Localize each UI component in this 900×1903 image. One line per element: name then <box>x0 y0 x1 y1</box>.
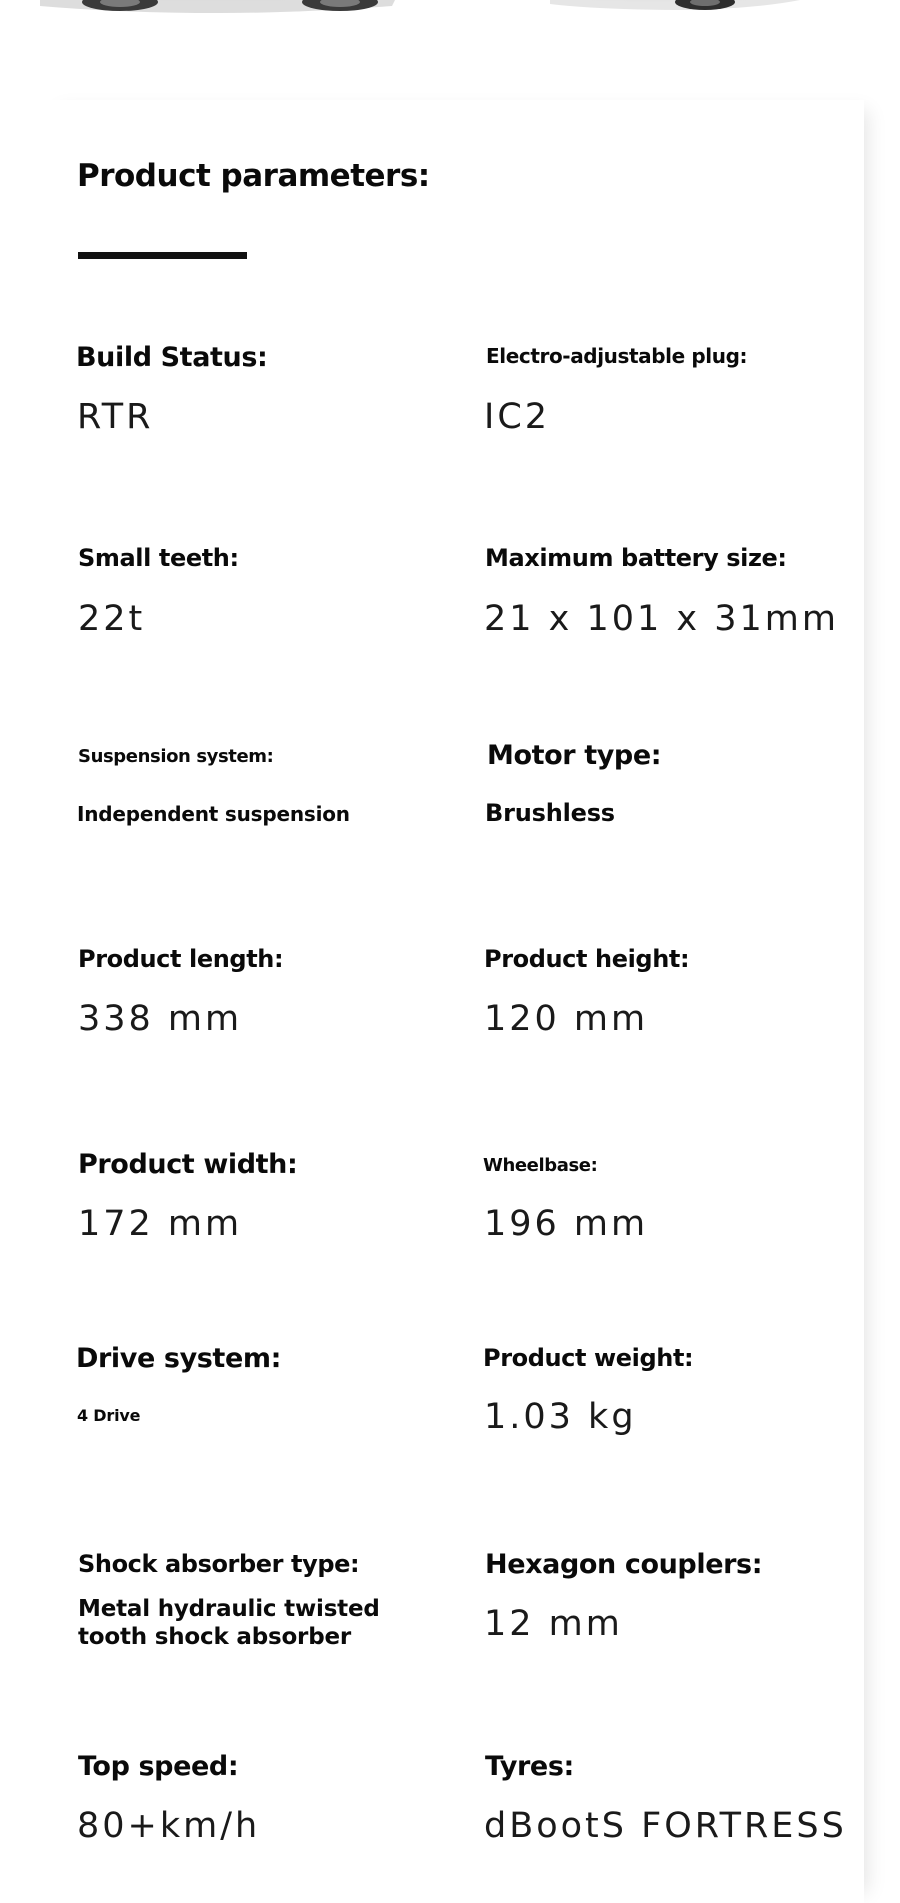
build-status-value: RTR <box>77 397 154 437</box>
couplers-value: 12 mm <box>484 1604 623 1644</box>
battery-label: Maximum battery size: <box>485 544 787 572</box>
small-teeth-label: Small teeth: <box>78 544 239 572</box>
battery-value: 21 x 101 x 31mm <box>484 599 839 639</box>
weight-value: 1.03 kg <box>484 1397 637 1437</box>
product-car-image <box>0 0 900 40</box>
height-label: Product height: <box>484 945 690 973</box>
tyres-label: Tyres: <box>485 1751 574 1782</box>
shock-value-line2: tooth shock absorber <box>78 1624 351 1650</box>
plug-value: IC2 <box>484 397 551 437</box>
wheelbase-value: 196 mm <box>484 1204 649 1244</box>
wheelbase-label: Wheelbase: <box>483 1155 598 1176</box>
title-underline <box>78 252 247 259</box>
height-value: 120 mm <box>484 999 649 1039</box>
width-label: Product width: <box>78 1149 298 1180</box>
width-value: 172 mm <box>78 1204 243 1244</box>
build-status-label: Build Status: <box>76 342 268 373</box>
motor-label: Motor type: <box>487 740 662 771</box>
drive-value: 4 Drive <box>77 1406 141 1425</box>
suspension-value: Independent suspension <box>77 802 350 826</box>
motor-value: Brushless <box>485 799 615 827</box>
suspension-label: Suspension system: <box>78 746 274 767</box>
length-value: 338 mm <box>78 999 243 1039</box>
length-label: Product length: <box>78 945 284 973</box>
speed-label: Top speed: <box>78 1751 239 1782</box>
tyres-value: dBootS FORTRESS <box>484 1806 847 1846</box>
shock-label: Shock absorber type: <box>78 1550 360 1578</box>
section-title: Product parameters: <box>77 158 430 194</box>
weight-label: Product weight: <box>483 1344 694 1372</box>
speed-value: 80+km/h <box>77 1806 261 1846</box>
couplers-label: Hexagon couplers: <box>485 1549 763 1580</box>
small-teeth-value: 22t <box>78 599 146 639</box>
shock-value-line1: Metal hydraulic twisted <box>78 1596 380 1622</box>
plug-label: Electro-adjustable plug: <box>486 344 748 368</box>
drive-label: Drive system: <box>76 1343 281 1374</box>
